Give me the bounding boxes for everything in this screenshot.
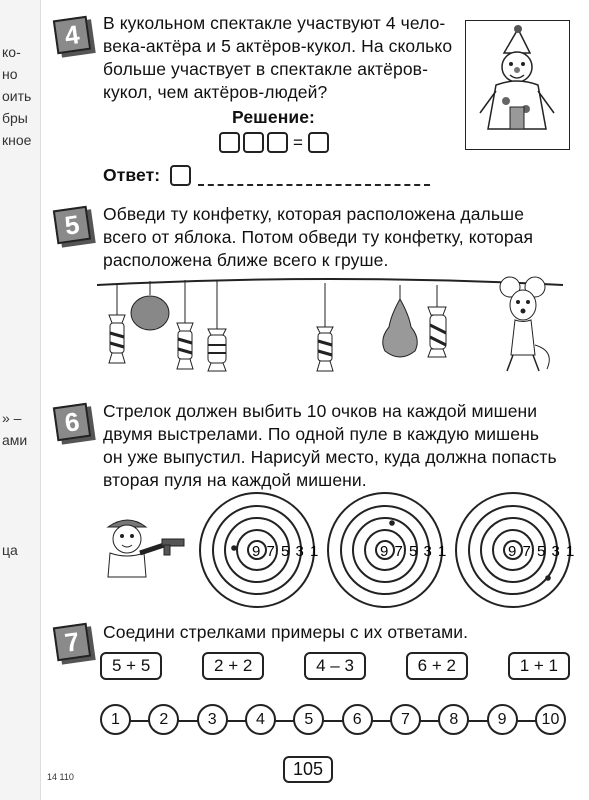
task-number-badge: 6 <box>53 403 91 441</box>
text-line: Стрелок должен выбить 10 очков на каждой мишени <box>103 401 538 421</box>
text-line: двумя выстрелами. По одной пуле в каждую мишень <box>103 424 540 444</box>
text-line: В кукольном спектакле участвуют 4 чело- <box>103 13 446 33</box>
answer-circle[interactable]: 6 <box>342 704 373 735</box>
text-line: вторая пуля на каждой мишени. <box>103 470 367 490</box>
example-box[interactable]: 1 + 1 <box>508 652 570 680</box>
bullet-hole <box>545 575 551 581</box>
margin-fragment: ца <box>2 542 18 558</box>
answer-circle[interactable]: 1 <box>100 704 131 735</box>
text-line: расположена ближе всего к груше. <box>103 250 389 270</box>
answer-circle[interactable]: 7 <box>390 704 421 735</box>
target-2[interactable] <box>328 493 447 607</box>
solution-label: Решение: <box>232 107 315 127</box>
candy-icon <box>428 285 446 357</box>
task-number-badge: 5 <box>53 206 91 244</box>
margin-fragment: ами <box>2 432 28 448</box>
target-ring-labels: 9 7 5 3 1 <box>508 543 576 560</box>
clown-picture <box>465 20 570 150</box>
example-box[interactable]: 6 + 2 <box>406 652 468 680</box>
shooter-boy-icon <box>100 515 190 580</box>
answer-circle[interactable]: 9 <box>487 704 518 735</box>
margin-fragment: кное <box>2 132 32 148</box>
task-number-badge: 4 <box>53 16 91 54</box>
answer-line[interactable] <box>198 184 430 186</box>
example-box[interactable]: 4 – 3 <box>304 652 366 680</box>
target-ring-labels: 9 7 5 3 1 <box>380 543 448 560</box>
answer-box[interactable] <box>170 165 191 186</box>
bullet-hole <box>231 545 237 551</box>
text-line: всего от яблока. Потом обведи ту конфетку, которая <box>103 227 534 247</box>
example-box[interactable]: 5 + 5 <box>100 652 162 680</box>
task5-text <box>103 203 573 272</box>
bullet-hole <box>389 520 395 526</box>
answer-circle[interactable]: 3 <box>197 704 228 735</box>
solution-box[interactable] <box>219 132 240 153</box>
apple-icon <box>131 281 169 330</box>
task6-text <box>103 400 578 492</box>
candy-icon <box>208 280 226 371</box>
solution-box[interactable] <box>267 132 288 153</box>
answer-label: Ответ: <box>103 165 161 185</box>
candy-icon <box>317 283 333 371</box>
candy-icon <box>109 284 125 363</box>
target-3[interactable] <box>456 493 575 607</box>
mouse-icon <box>500 277 549 371</box>
target-1[interactable] <box>200 493 319 607</box>
equals-sign: = <box>293 132 303 152</box>
margin-fragment: бры <box>2 110 28 126</box>
margin-fragment: оить <box>2 88 32 104</box>
print-code: 14 110 <box>47 772 74 782</box>
targets-group <box>190 490 580 610</box>
margin-fragment: ко- <box>2 44 21 60</box>
answer-circle[interactable]: 2 <box>148 704 179 735</box>
text-line: века-актёра и 5 актёров-кукол. На сколько <box>103 36 453 56</box>
garland-illustration <box>95 275 565 385</box>
answer-circle[interactable]: 8 <box>438 704 469 735</box>
operator-box[interactable] <box>243 132 264 153</box>
examples-row <box>100 652 570 680</box>
answer-circle[interactable]: 10 <box>535 704 566 735</box>
target-ring-labels: 9 7 5 3 1 <box>252 543 320 560</box>
solution-equation <box>219 132 329 153</box>
result-box[interactable] <box>308 132 329 153</box>
text-line: Обведи ту конфетку, которая расположена дальше <box>103 204 525 224</box>
task7-text: Соедини стрелками примеры с их ответами. <box>103 622 469 642</box>
text-line: кукол, чем актёров-людей? <box>103 82 328 102</box>
answer-circle[interactable]: 4 <box>245 704 276 735</box>
task4-text <box>103 12 463 104</box>
clown-puppet-icon <box>466 21 569 149</box>
candy-icon <box>177 280 193 369</box>
text-line: больше участвует в спектакле актёров- <box>103 59 428 79</box>
task-number-badge: 7 <box>53 623 91 661</box>
pear-icon <box>383 285 418 357</box>
answer-circle[interactable]: 5 <box>293 704 324 735</box>
margin-fragment: » – <box>2 410 22 426</box>
text-line: он уже выпустил. Нарисуй место, куда должна попасть <box>103 447 557 467</box>
margin-fragment: но <box>2 66 18 82</box>
example-box[interactable]: 2 + 2 <box>202 652 264 680</box>
answers-row <box>100 704 566 735</box>
page-number: 105 <box>283 756 333 783</box>
